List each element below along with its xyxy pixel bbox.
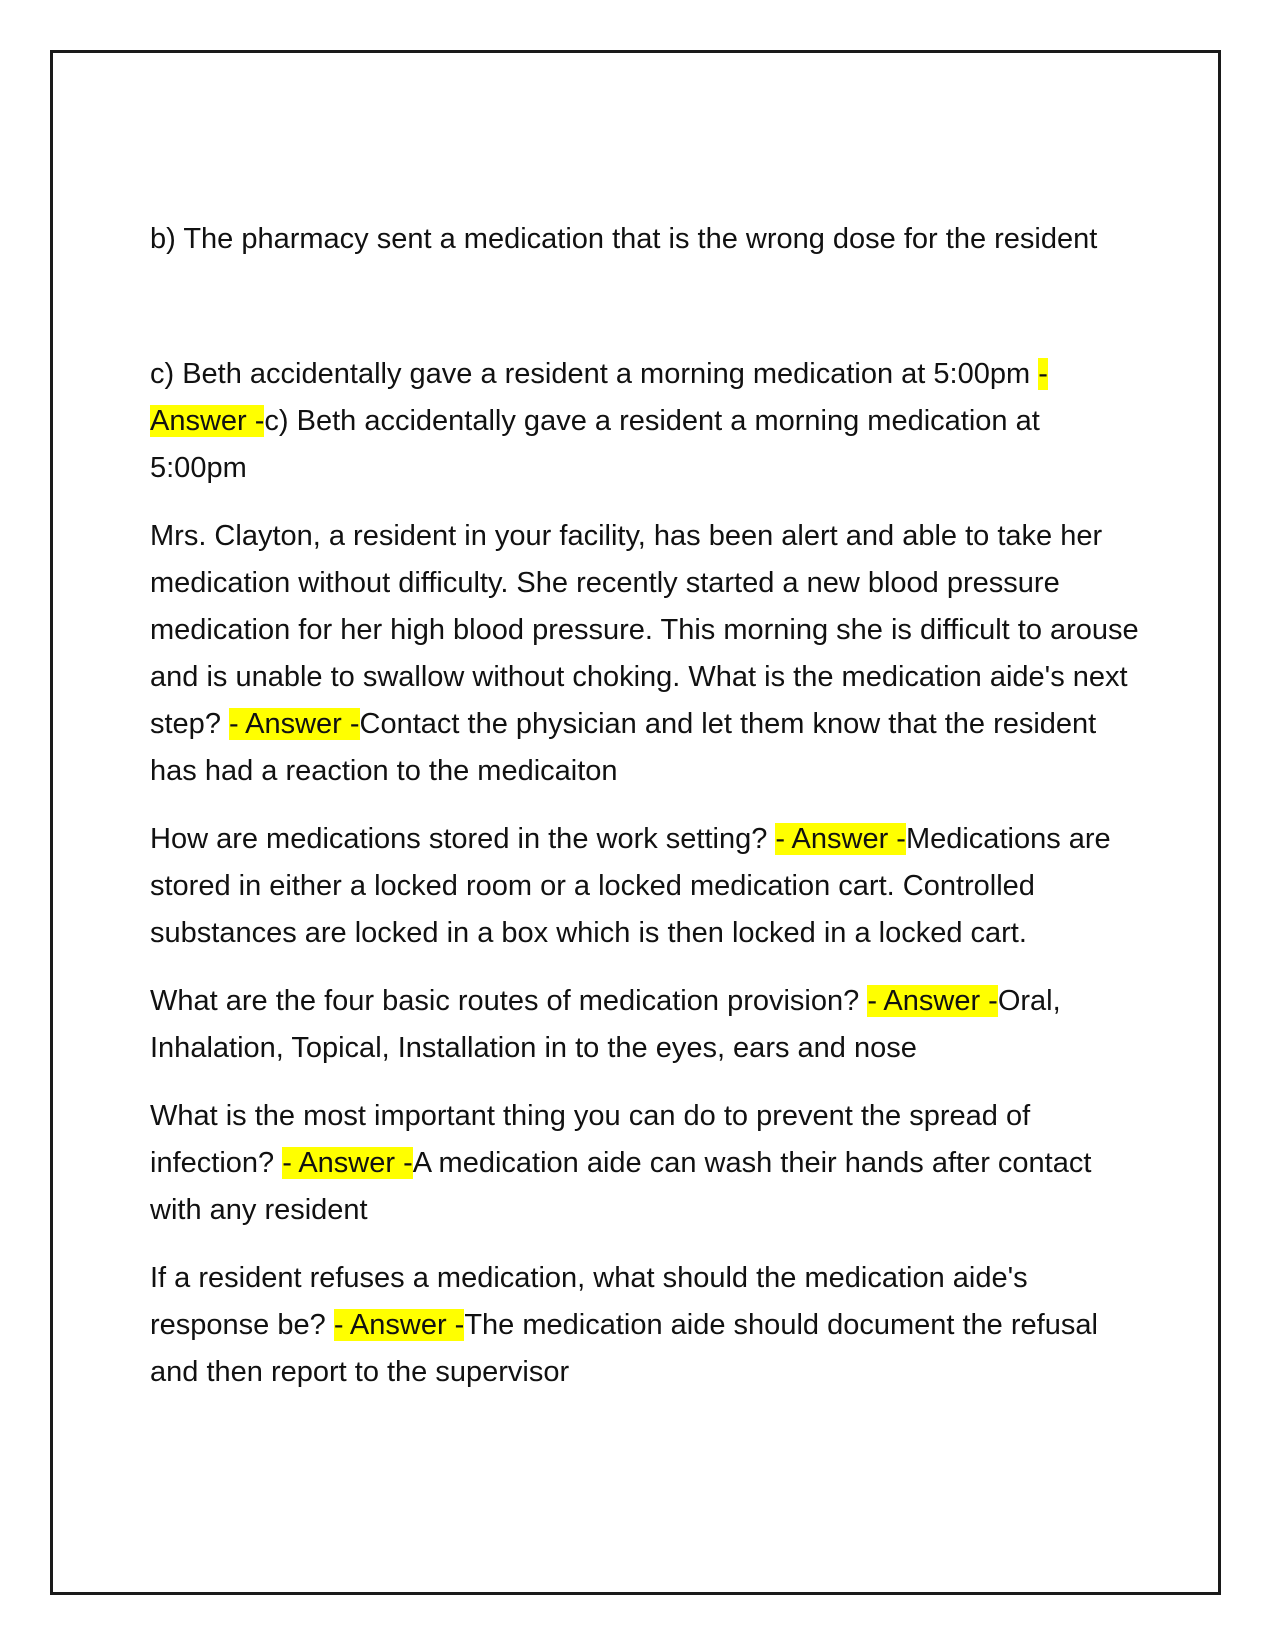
question-text: b) The pharmacy sent a medication that is the wrong dose for the resident [150, 223, 1098, 255]
answer-text: The medication aide should document the refusal and then report to the supervisor [150, 1309, 1098, 1388]
qa-block-routes [150, 978, 1140, 1072]
answer-text: c) Beth accidentally gave a resident a morning medication at 5:00pm [150, 405, 1040, 484]
answer-marker-highlight: - Answer - [333, 1309, 465, 1341]
qa-block-refusal [150, 1255, 1140, 1396]
question-text: c) Beth accidentally gave a resident a morning medication at 5:00pm [150, 358, 1039, 390]
answer-marker-highlight: - Answer - [867, 985, 998, 1017]
question-text: If a resident refuses a medication, what should the medication aide's response be? [150, 1262, 1028, 1341]
question-text: What is the most important thing you can do to prevent the spread of infection? [150, 1100, 1031, 1179]
qa-block-storage [150, 816, 1140, 957]
answer-text: Contact the physician and let them know that the resident has had a reaction to the medicaiton [150, 708, 1097, 787]
answer-marker-highlight: - Answer - [150, 358, 1048, 437]
answer-text: Medications are stored in either a locked room or a locked medication cart. Controlled substances are locked in a box which is then locked in a locked cart. [150, 823, 1111, 949]
answer-marker-highlight: - Answer - [282, 1147, 413, 1179]
answer-text: A medication aide can wash their hands after contact with any resident [150, 1147, 1092, 1226]
answer-marker-highlight: - Answer - [775, 823, 906, 855]
qa-block-clayton [150, 513, 1140, 795]
qa-block-infection [150, 1093, 1140, 1234]
qa-block-b [150, 216, 1140, 263]
question-text: How are medications stored in the work setting? [150, 823, 776, 855]
qa-block-c [150, 351, 1140, 492]
document-body [150, 216, 1140, 1417]
answer-text: Oral, Inhalation, Topical, Installation in to the eyes, ears and nose [150, 985, 1061, 1064]
answer-marker-highlight: - Answer - [229, 708, 360, 740]
question-text: What are the four basic routes of medication provision? [150, 985, 868, 1017]
question-text: Mrs. Clayton, a resident in your facility, has been alert and able to take her medication without difficulty. She recently started a new blood pressure medication for her high blood pressure. This morning she is difficult to arouse and is unable to swallow without choking. What is the medication aide's next step? [150, 520, 1139, 740]
